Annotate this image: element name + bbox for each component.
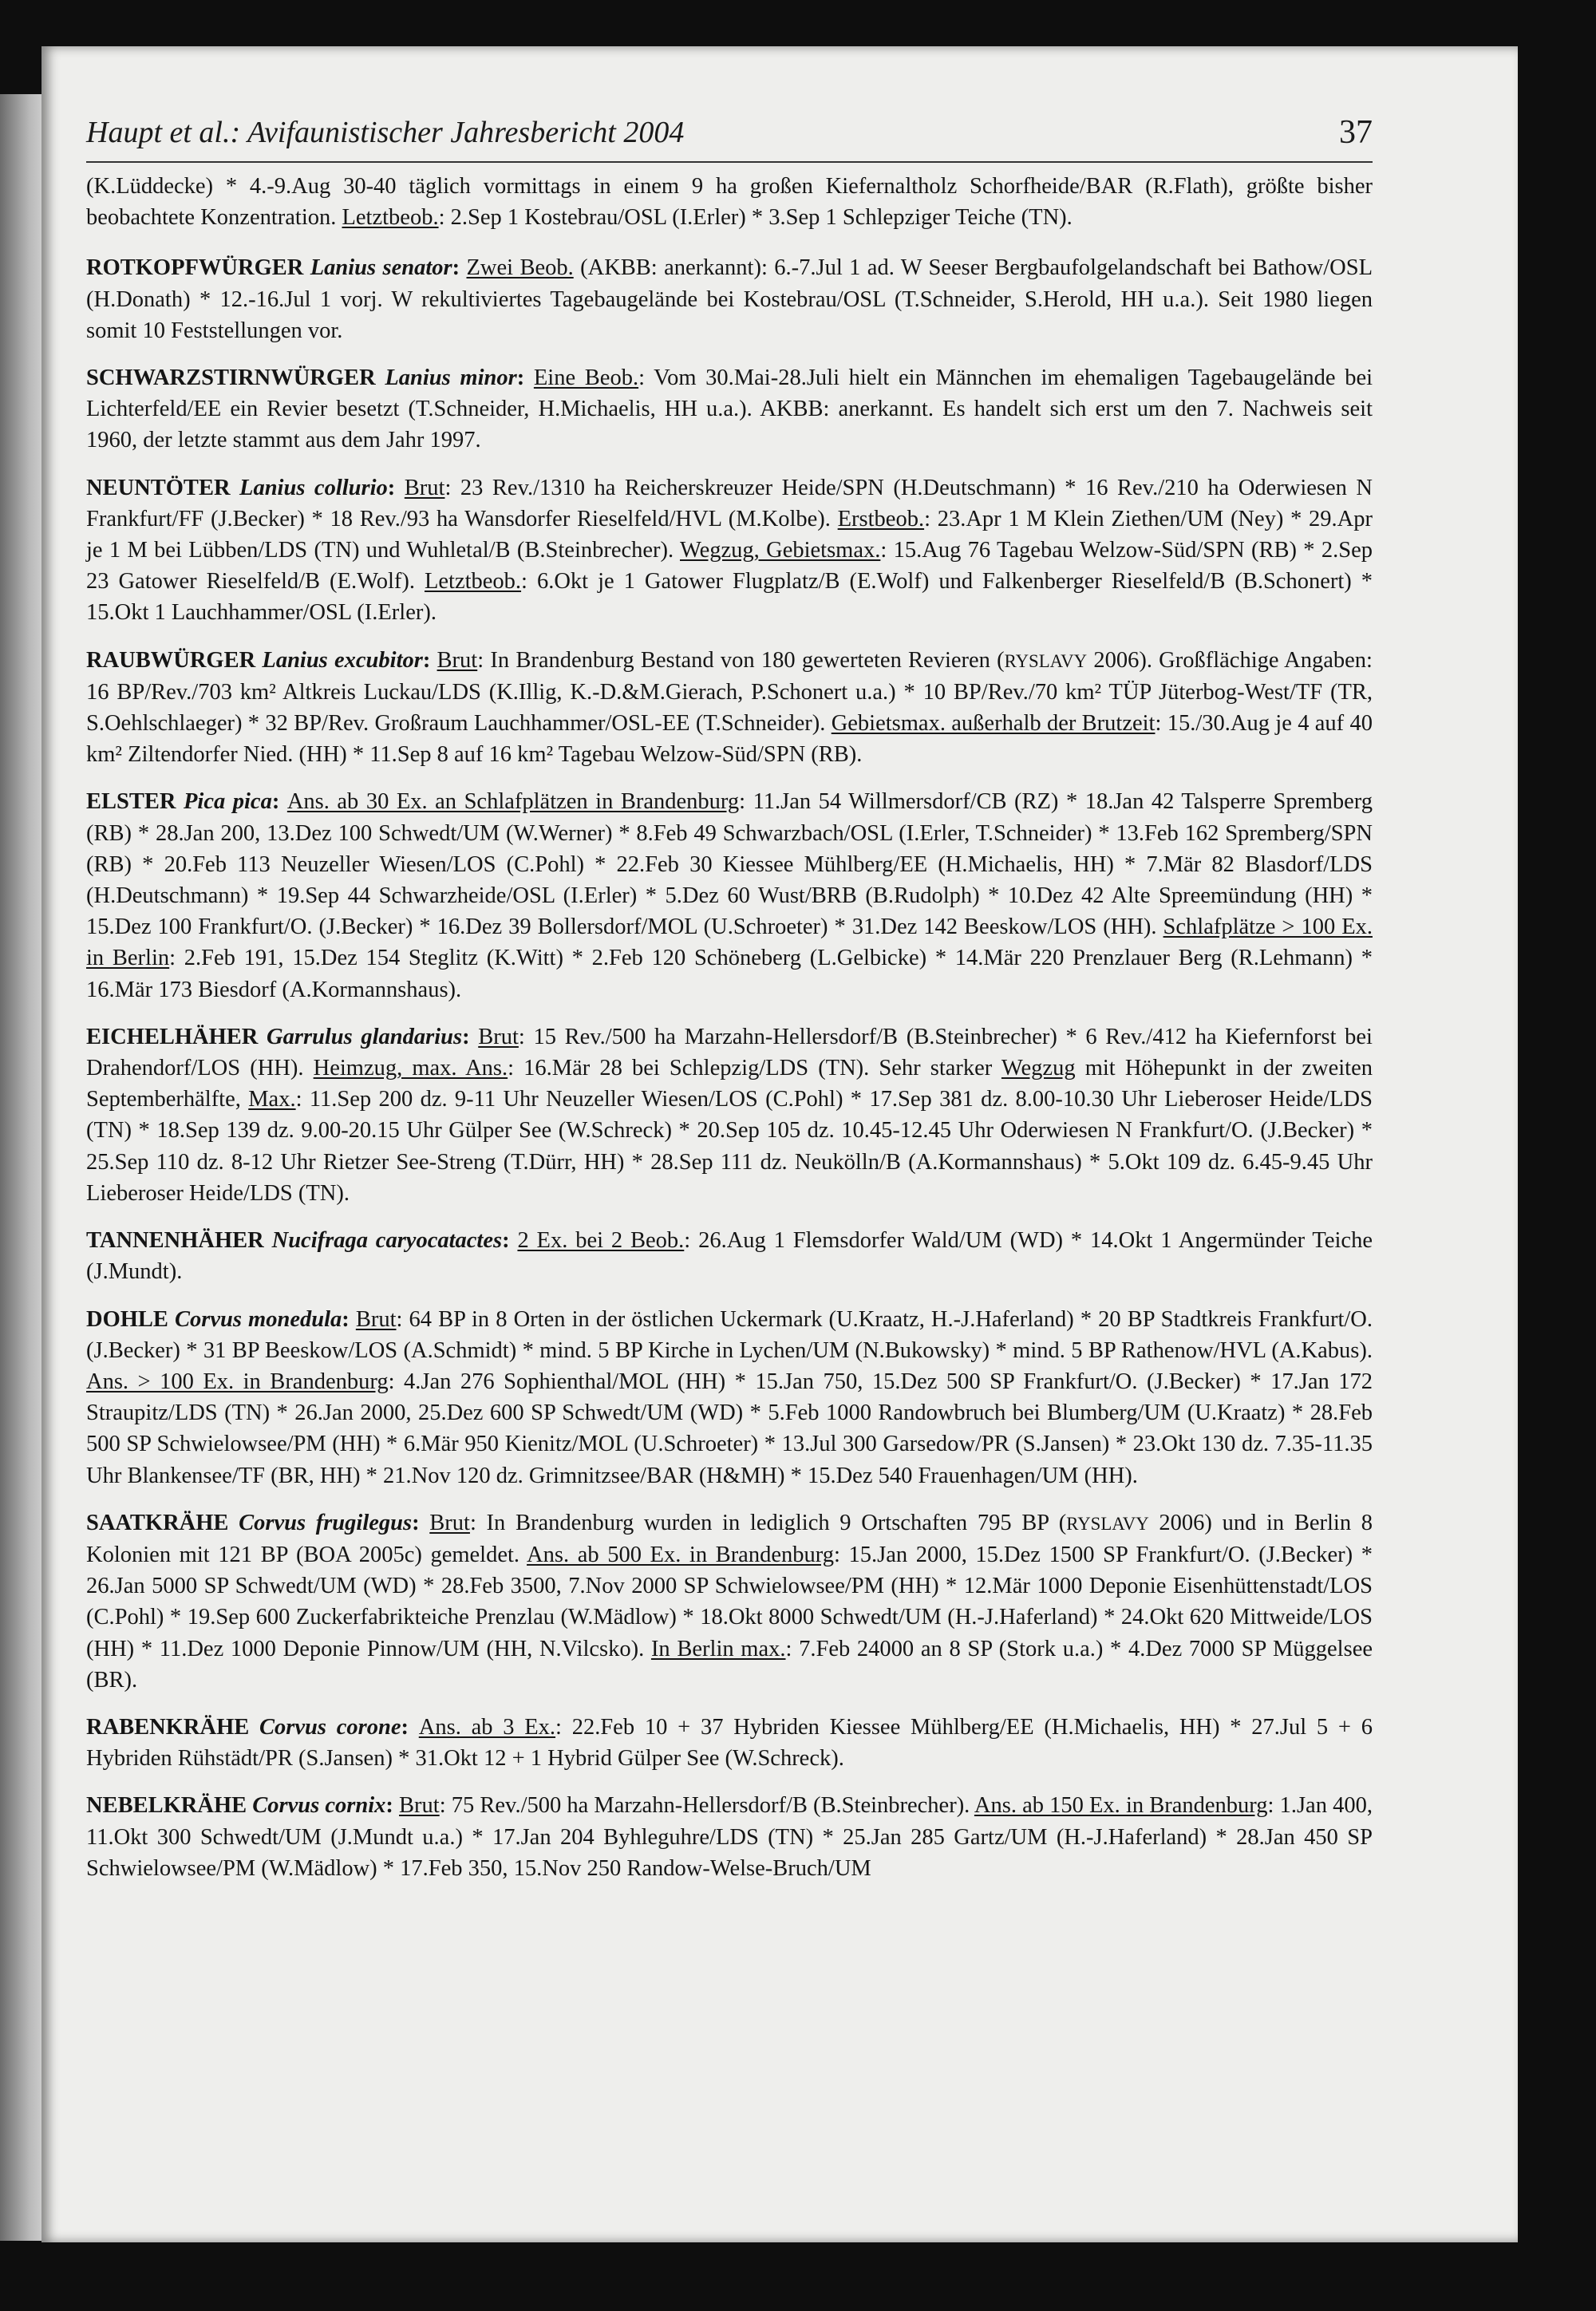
entry-text: : 1.Jan 400, 11.Okt 300 Schwedt/UM (J.Mundt u.a.) * 17.Jan 204 Byhleguhre/LDS (TN) * 25.Jan 285 Gartz/UM (H.-J.Haferland) * 28.Jan 450 SP Schwielowsee/PM (W.Mädlow) * 17.Feb 350, 15.Nov 250 Randow-Welse-Bruch/UM [86,1793,1373,1881]
entry-text: : 2.Sep 1 Kostebrau/OSL (I.Erler) * 3.Sep 1 Schlepziger Teiche (TN). [438,205,1073,231]
species-name: SAATKRÄHE [86,1510,239,1535]
species-name: : [387,475,405,500]
section-label: In Berlin max. [650,1636,786,1661]
scientific-name: Lanius minor [385,365,517,391]
section-label: Eine Beob. [533,365,639,391]
section-label: Wegzug, Gebietsmax. [679,538,881,563]
entry-text: : In Brandenburg wurden in lediglich 9 Ortschaften 795 BP ( [469,1510,1067,1535]
section-label: Brut [399,1793,440,1819]
section-label: Zwei Beob. [466,255,574,281]
section-label: Erstbeob. [837,506,925,531]
species-name: DOHLE [86,1306,176,1332]
report-body [86,171,1373,1900]
species-name: : [342,1306,356,1332]
entry-text: : 11.Jan 54 Willmersdorf/CB (RZ) * 18.Jan 42 Talsperre Spremberg (RB) * 28.Jan 200, 13.Dez 100 Schwedt/UM (W.Werner) * 8.Feb 49 Schwarzbach/OSL (I.Erler, T.Schneider) * 13.Feb 162 Spremberg/SPN (RB) * 20.Feb 113 Neuzeller Wiesen/LOS (C.Pohl) * 22.Feb 30 Kiessee Mühlberg/EE (H.Michaelis, HH) * 7.Mär 82 Blasdorf/LDS (H.Deutschmann) * 19.Sep 44 Schwarzheide/OSL (I.Erler) * 5.Dez 60 Wust/BRB (B.Rudolph) * 10.Dez 42 Alte Spreemündung (HH) * 15.Dez 100 Frankfurt/O. (J.Becker) * 16.Dez 39 Bollersdorf/MOL (U.Schroeter) * 31.Dez 142 Beeskow/LOS (HH). [86,789,1373,940]
species-name: RABENKRÄHE [86,1714,260,1740]
section-label: Brut [437,647,478,673]
entry-text: : 26.Aug 1 Flemsdorfer Wald/UM (WD) * 14.Okt 1 Angermünder Teiche (J.Mundt). [86,1228,1373,1285]
species-entry [86,472,1373,629]
entry-text: : 75 Rev./500 ha Marzahn-Hellersdorf/B (B.Steinbrecher). [439,1793,974,1819]
species-entry [86,1304,1373,1491]
section-label: Brut [478,1024,519,1049]
section-label: Wegzug [1001,1056,1076,1081]
species-name: : [502,1228,518,1254]
species-name: NEBELKRÄHE [86,1793,253,1819]
running-title: Haupt et al.: Avifaunistischer Jahresbericht 2004 [86,116,685,149]
section-label: Letztbeob. [424,569,522,595]
section-label: Ans. ab 3 Ex. [418,1714,556,1740]
author-citation: RYSLAVY [1004,650,1088,671]
species-name: ROTKOPFWÜRGER [86,255,310,281]
entry-text: (AKBB: anerkannt): 6.-7.Jul 1 ad. W Seeser Bergbaufolgelandschaft bei Bathow/OSL (H.Donath) * 12.-16.Jul 1 vorj. W rekultiviertes Tagebaugelände bei Kostebrau/OSL (T.Schneider, S.Herold, HH u.a.). Seit 1980 liegen somit 10 Feststellungen vor. [86,255,1373,343]
scientific-name: Corvus cornix [252,1793,386,1819]
entry-text: : 7.Feb 24000 an 8 SP (Stork u.a.) * 4.Dez 7000 SP Müggelsee (BR). [86,1636,1373,1693]
section-label: Brut [404,475,445,500]
entry-text: : 22.Feb 10 + 37 Hybriden Kiessee Mühlberg/EE (H.Michaelis, HH) * 27.Jul 5 + 6 Hybriden Rühstädt/PR (S.Jansen) * 31.Okt 12 + 1 Hybrid Gülper See (W.Schreck). [86,1714,1373,1772]
section-label: Ans. > 100 Ex. in Brandenburg [86,1369,389,1394]
species-entry [86,171,1373,233]
species-name: NEUNTÖTER [86,475,240,500]
section-label: 2 Ex. bei 2 Beob. [517,1228,685,1254]
entry-text: : 23.Apr 1 M Klein Ziethen/UM (Ney) * 29.Apr je 1 M bei Lübben/LDS (TN) und Wuhletal/B (B.Steinbrecher). [86,506,1373,563]
section-label: Gebietsmax. außerhalb der Brutzeit [831,711,1156,737]
entry-text: (K.Lüddecke) * 4.-9.Aug 30-40 täglich vormittags in einem 9 ha großen Kiefernaltholz Schorfheide/BAR (R.Flath), größte bisher beobachtete Konzentration. [86,174,1373,231]
scientific-name: Corvus monedula [175,1306,342,1332]
section-label: Brut [355,1306,397,1332]
scientific-name: Garrulus glandarius [267,1024,463,1049]
species-name: : [462,1024,479,1049]
entry-text: mit Höhepunkt in der zweiten Septemberhälfte, [86,1056,1373,1112]
entry-text: : 11.Sep 200 dz. 9-11 Uhr Neuzeller Wiesen/LOS (C.Pohl) * 17.Sep 381 dz. 8.00-10.30 Uhr Lieberoser Heide/LDS (TN) * 18.Sep 139 dz. 9.00-20.15 Uhr Gülper See (W.Schreck) * 20.Sep 105 dz. 10.45-12.45 Uhr Oderwiesen N Frankfurt/O. (J.Becker) * 25.Sep 110 dz. 8-12 Uhr Rietzer See-Streng (T.Dürr, HH) * 28.Sep 111 dz. Neukölln/B (A.Kormannshaus) * 5.Okt 109 dz. 6.45-9.45 Uhr Lieberoser Heide/LDS (TN). [86,1087,1373,1206]
section-label: Letztbeob. [342,205,439,231]
entry-text: 2006) und in Berlin 8 Kolonien mit 121 BP (BOA 2005c) gemeldet. [86,1510,1373,1567]
species-name: : [452,255,467,281]
scientific-name: Nucifraga caryocatactes [271,1228,503,1254]
section-label: Brut [429,1510,470,1535]
entry-text: : Vom 30.Mai-28.Juli hielt ein Männchen im ehemaligen Tagebaugelände bei Lichterfeld/EE ein Revier besetzt (T.Schneider, H.Michaelis, HH u.a.). AKBB: anerkannt. Es handelt sich erst um den 7. Nachweis seit 1960, der letzte stammt aus dem Jahr 1997. [86,365,1373,453]
entry-text: : 15 Rev./500 ha Marzahn-Hellersdorf/B (B.Steinbrecher) * 6 Rev./412 ha Kiefernforst bei Drahendorf/LOS (HH). [86,1024,1373,1081]
species-entry [86,786,1373,1005]
section-label: Ans. ab 150 Ex. in Brandenburg [974,1793,1268,1819]
species-name: : [401,1714,419,1740]
species-name: : [385,1793,400,1819]
species-entry [86,1790,1373,1884]
entry-text: : 6.Okt je 1 Gatower Flugplatz/B (E.Wolf) und Falkenberger Rieselfeld/B (B.Schonert) * 15.Okt 1 Lauchhammer/OSL (I.Erler). [86,569,1373,626]
species-entry [86,362,1373,456]
entry-text: : 15.Aug 76 Tagebau Welzow-Süd/SPN (RB) * 2.Sep 23 Gatower Rieselfeld/B (E.Wolf). [86,538,1373,595]
species-name: RAUBWÜRGER [86,647,263,673]
entry-text: : 15.Jan 2000, 15.Dez 1500 SP Frankfurt/O. (J.Becker) * 26.Jan 5000 SP Schwedt/UM (WD) * 28.Feb 3500, 7.Nov 2000 SP Schwielowsee/PM (HH) * 12.Mär 1000 Deponie Eisenhüttenstadt/LOS (C.Pohl) * 19.Sep 600 Zuckerfabrikteiche Prenzlau (W.Mädlow) * 18.Okt 8000 Schwedt/UM (H.-J.Haferland) * 24.Okt 620 Mittweide/LOS (HH) * 11.Dez 1000 Deponie Pinnow/UM (HH, N.Vilcsko). [86,1542,1373,1661]
scientific-name: Corvus corone [259,1714,401,1740]
species-entry [86,252,1373,346]
species-name: : [422,647,437,673]
species-name: SCHWARZSTIRNWÜRGER [86,365,385,391]
species-name: : [412,1510,430,1535]
page-header [86,97,1373,163]
scientific-name: Pica pica [184,789,272,815]
page-number: 37 [1339,114,1373,151]
entry-text: : 2.Feb 191, 15.Dez 154 Steglitz (K.Witt) * 2.Feb 120 Schöneberg (L.Gelbicke) * 14.Mär 220 Prenzlauer Berg (R.Lehmann) * 16.Mär 173 Biesdorf (A.Kormannshaus). [86,946,1373,1002]
species-name: EICHELHÄHER [86,1024,267,1049]
species-entry [86,1021,1373,1209]
species-name: : [516,365,534,391]
section-label: Heimzug, max. Ans. [313,1056,508,1081]
entry-text: : In Brandenburg Bestand von 180 gewerteten Revieren ( [477,647,1005,673]
species-entry [86,1507,1373,1696]
entry-text: : 16.Mär 28 bei Schlepzig/LDS (TN). Sehr starker [508,1056,1001,1081]
species-entry [86,1712,1373,1774]
species-name: ELSTER [86,789,184,815]
entry-text: : 4.Jan 276 Sophienthal/MOL (HH) * 15.Jan 750, 15.Dez 500 SP Frankfurt/O. (J.Becker) * 17.Jan 172 Straupitz/LDS (TN) * 26.Jan 2000, 25.Dez 600 SP Schwedt/UM (WD) * 5.Feb 1000 Randowbruch bei Blumberg/UM (U.Kraatz) * 28.Feb 500 SP Schwielowsee/PM (HH) * 6.Mär 950 Kienitz/MOL (U.Schroeter) * 13.Jul 300 Garsedow/PR (S.Jansen) * 23.Okt 130 dz. 7.35-11.35 Uhr Blankensee/TF (BR, HH) * 21.Nov 120 dz. Grimnitzsee/BAR (H&MH) * 15.Dez 540 Frauenhagen/UM (HH). [86,1369,1373,1488]
scientific-name: Lanius excubitor [262,647,423,673]
species-name: TANNENHÄHER [86,1228,272,1254]
scientific-name: Lanius collurio [239,475,388,500]
species-entry [86,1225,1373,1287]
author-citation: RYSLAVY [1066,1513,1149,1534]
scientific-name: Corvus frugilegus [239,1510,413,1535]
entry-text: : 23 Rev./1310 ha Reicherskreuzer Heide/SPN (H.Deutschmann) * 16 Rev./210 ha Oderwiesen N Frankfurt/FF (J.Becker) * 18 Rev./93 ha Wansdorfer Rieselfeld/HVL (M.Kolbe). [86,475,1373,531]
scientific-name: Lanius senator [310,255,452,281]
species-entry [86,645,1373,771]
section-label: Schlafplätze > 100 Ex. in Berlin [86,915,1373,971]
species-name: : [271,789,287,815]
section-label: Max. [248,1087,296,1112]
entry-text: : 64 BP in 8 Orten in der östlichen Uckermark (U.Kraatz, H.-J.Haferland) * 20 BP Stadtkreis Frankfurt/O. (J.Becker) * 31 BP Beeskow/LOS (A.Schmidt) * mind. 5 BP Kirche in Lychen/UM (N.Bukowsky) * mind. 5 BP Rathenow/HVL (A.Kabus). [86,1306,1373,1363]
entry-text: : 15./30.Aug je 4 auf 40 km² Ziltendorfer Nied. (HH) * 11.Sep 8 auf 16 km² Tagebau Welzow-Süd/SPN (RB). [86,711,1373,768]
section-label: Ans. ab 500 Ex. in Brandenburg [527,1542,834,1567]
section-label: Ans. ab 30 Ex. an Schlafplätzen in Brandenburg [286,789,740,815]
entry-text: 2006). Großflächige Angaben: 16 BP/Rev./703 km² Altkreis Luckau/LDS (K.Illig, K.-D.&M.Gierach, P.Schonert u.a.) * 10 BP/Rev./70 km² TÜP Jüterbog-West/TF (TR, S.Oehlschlaeger) * 32 BP/Rev. Großraum Lauchhammer/OSL-EE (T.Schneider). [86,647,1373,737]
